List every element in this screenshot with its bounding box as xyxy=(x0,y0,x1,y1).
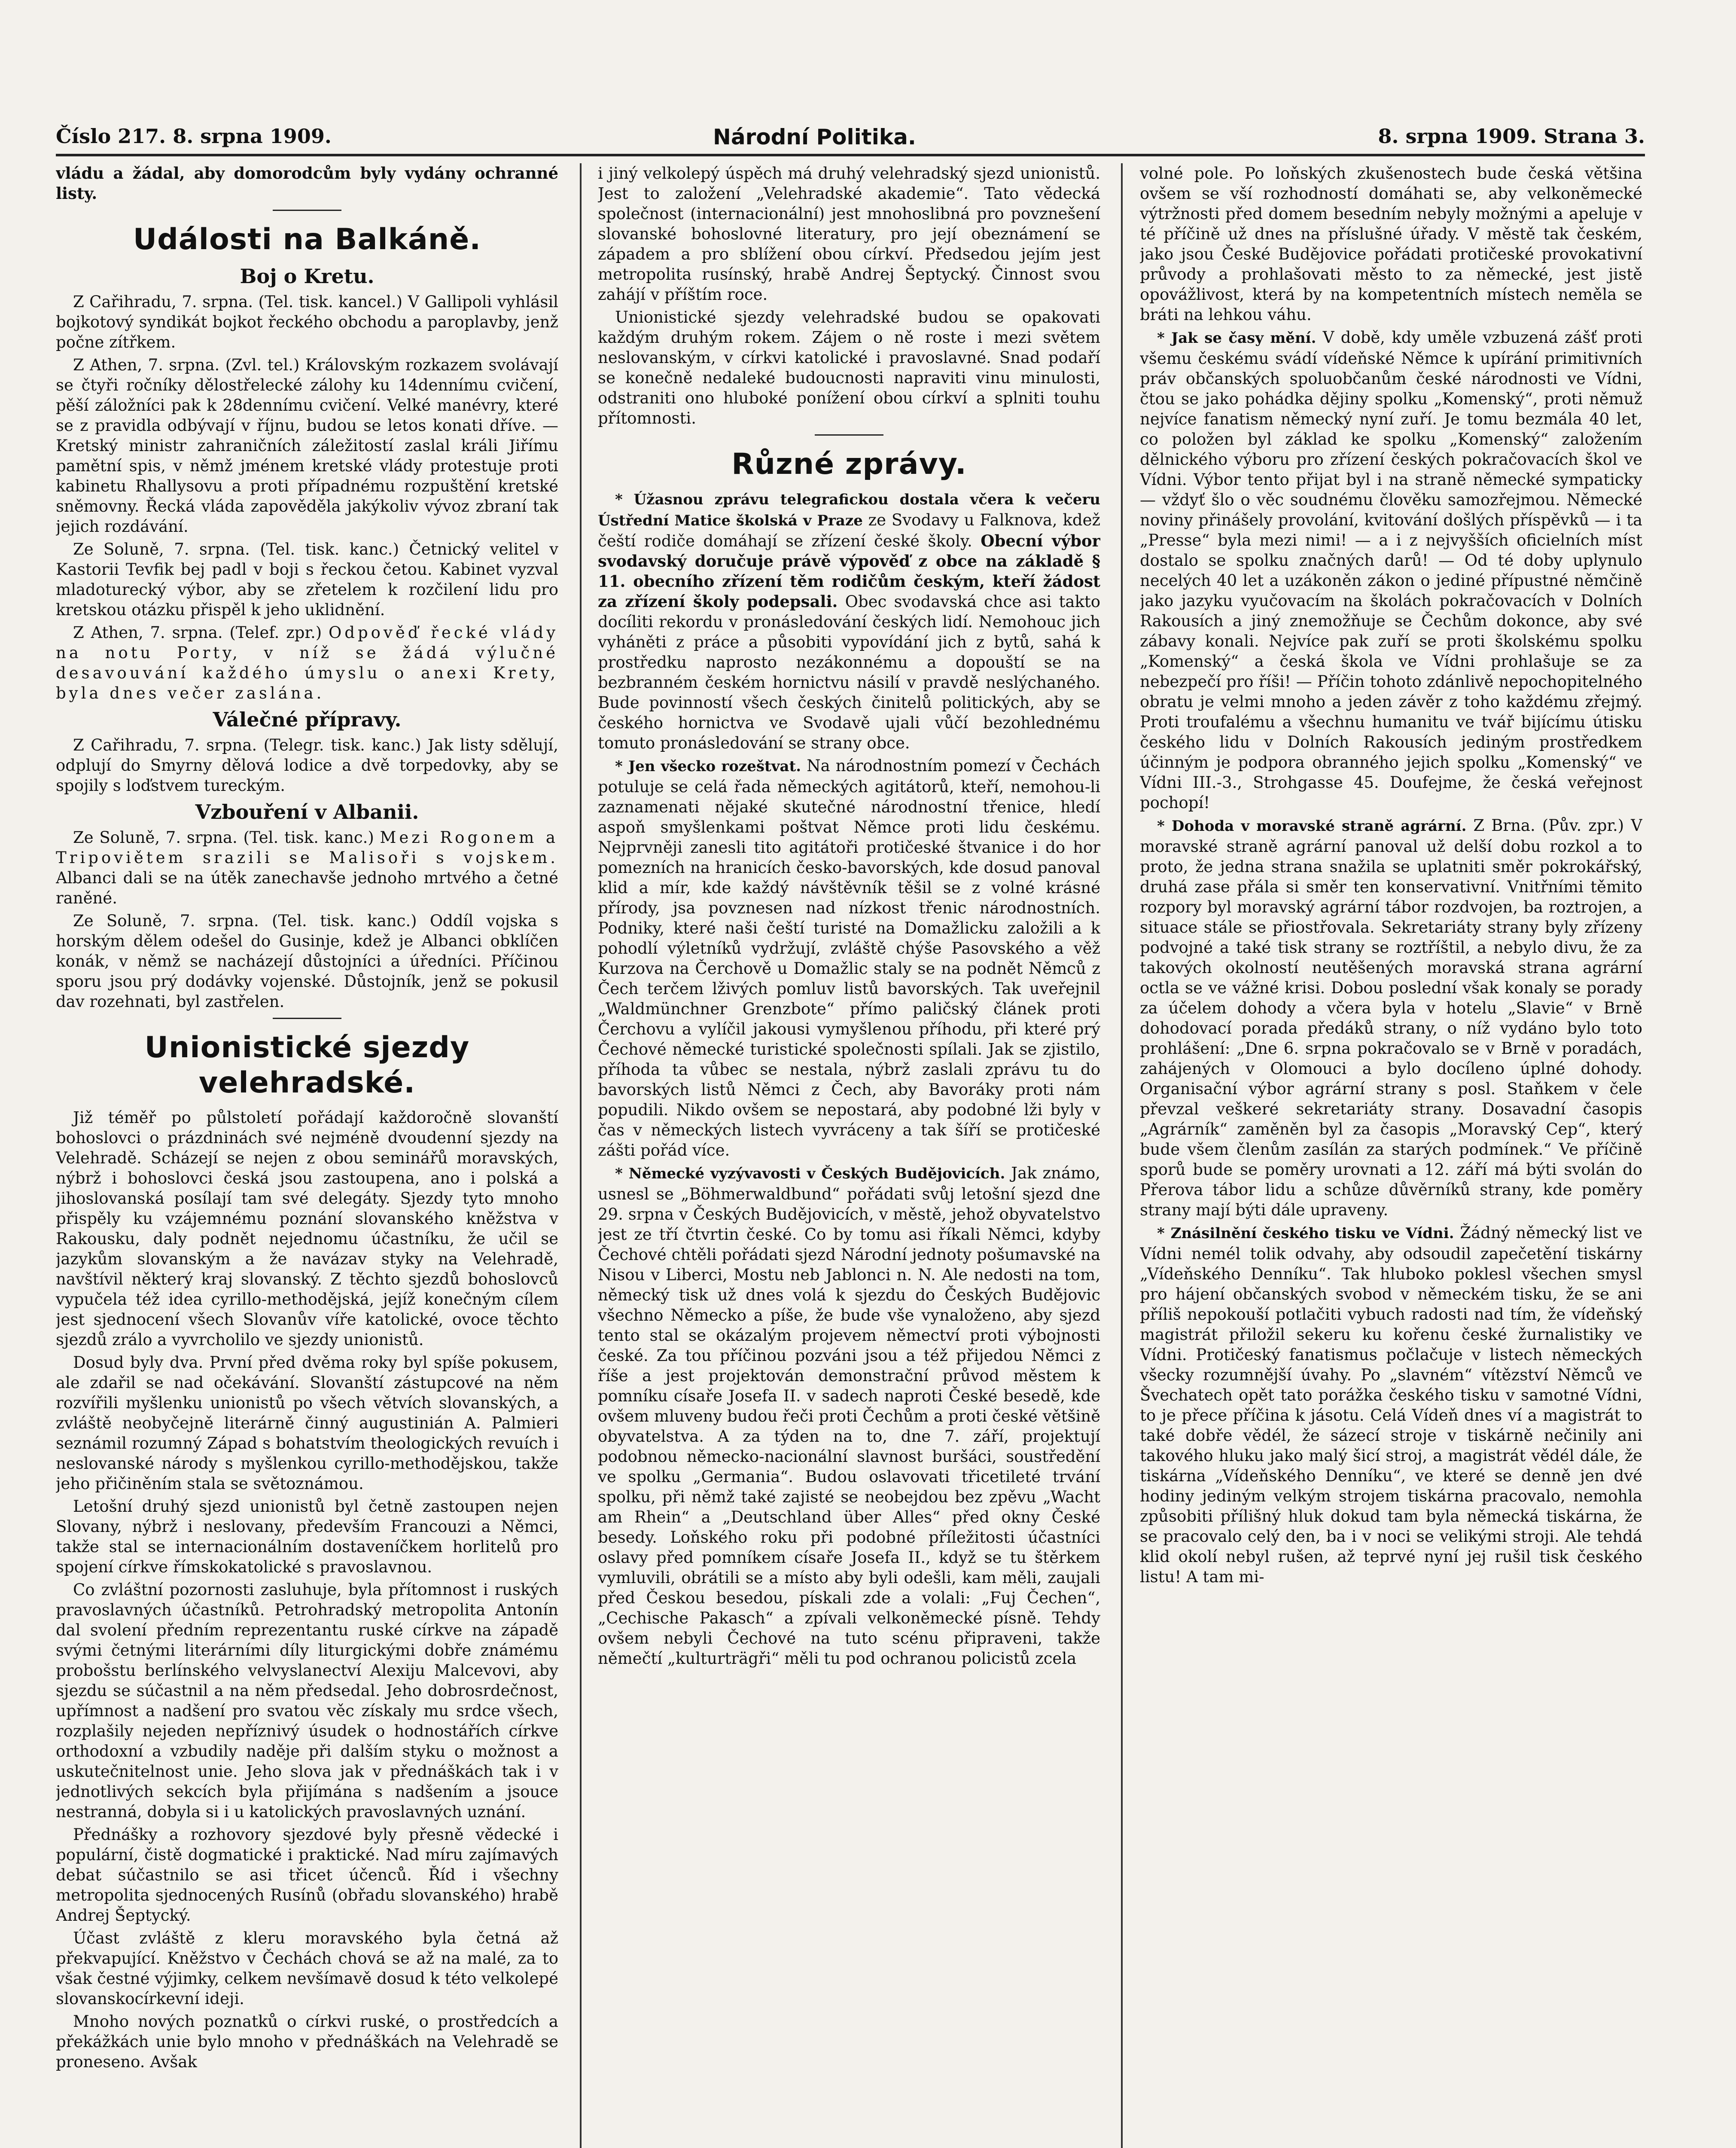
dateline: Ze Soluně, 7. srpna. (Tel. tisk. kanc.) xyxy=(73,828,374,847)
newspaper-title: Národní Politika. xyxy=(713,125,916,150)
article-text: Obec svodavská chce asi takto docíliti rekordu v pronásledování českých lidí. Nemohouc jich vyháněti z práce a působiti vypovídání jich z bytů, sahá k prostředku naprosto nezákonnému a dopouští se na bezbranném českém hornictvu násilí v pravdě neslýchaného. Bude povinností všech českých činitelů politických, aby se českého hornictva ve Svodavě ujali vůčí bezohlednému tomuto pronásledování se strany obce. xyxy=(598,592,1100,752)
spaced-text: Odpověď řecké vlády na notu Porty, v níž se žádá výlučné desavouvání každého úmyslu o anexi Krety, byla dnes večer zaslána. xyxy=(56,623,558,702)
section-rule xyxy=(273,1018,341,1019)
article-paragraph: Mnoho nových poznatků o církvi ruské, o prostředcích a překážkách unie bylo mnoho v přednáškách na Velehradě se proneseno. Avšak xyxy=(56,2012,558,2071)
article-text: Jak známo, usnesl se „Böhmerwaldbund“ pořádati svůj letošní sjezd dne 29. srpna v Českých Budějovicích, v městě, jehož obyvatelstvo jest ze tří čtvrtin české. Co by tomu asi říkali Němci, kdyby Čechové chtěli pořádati sjezd Národní jednoty pošumavské na Nisou v Liberci, Mostu neb Jablonci n. N. Ale nedosti na tom, německý tisk už dnes volá k sjezdu do Českých Budějovic všechno Německo a píše, že bude vše vynaloženo, aby sjezd tento stal se okázalým projevem němectví proti výbojnosti české. Za tou příčinou pozváni jsou a též přijedou Němci z říše a jest projektován demonstrační průvod městem k pomníku císaře Josefa II. v sadech naproti České besedě, kde ovšem mluveny budou řeči proti Čechům a proti české většině obyvatelstva. A za týden na to, dne 7. září, projektují podobnou německo-nacionální slavnost buršáci, soustředění ve spolku „Germania“. Budou oslavovati třicetileté trvání spolku, při němž také zajisté se neobejdou bez zpěvu „Wacht am Rhein“ a „Deutschland über Alles“ před okny České besedy. Loňského roku při podobné příležitosti účastníci oslavy před pomníkem císaře Josefa II., když se tu štěrkem vymluvili, obrátili se a místo aby byli odešli, kam měli, zaujali před Českou besedou, pískali zde a volali: „Fuj Čechen“, „Cechische Pakasch“ a zpívali velkoněmecké písně. Tehdy ovšem nebyli Čechové na tuto scénu připraveni, takže němečtí „kulturträgři“ měli tu pod ochranou policistů zcela xyxy=(598,1164,1100,1668)
article-paragraph xyxy=(56,911,558,1012)
article-text: ze Svodavy u Falknova, kdež čeští rodiče domáhají se zřízení české školy. xyxy=(598,511,1100,550)
article-paragraph: Z Cařihradu, 7. srpna. (Tel. tisk. kancel.) V Gallipoli vyhlásil bojkotový syndikát bojkot řeckého obchodu a paroplavby, jenž počne zítřkem. xyxy=(56,293,558,351)
news-item xyxy=(598,489,1100,753)
article-text: Příčinou sporu jsou prý dodávky vojenské. Důstojník, jenž se pokusil dav rozehnati, byl zastřelen. xyxy=(56,952,558,1011)
article-text: Na národnostním pomezí v Čechách potuluje se celá řada německých agitátorů, kteří, nemohou-li zaznamenati nějaké skutečné národnostní třenice, hledí aspoň smyšlenkami poštvat Němce proti lidu českému. Nejprvněji zanesli tito agitátoři protičeské štvanice i do hor pomezních na hranicích česko-bavorských, kde dosud panoval klid a mír, kde každý návštěvník těšil se z volné krásné přírody, jsa povznesen nad nízkost třenic národnostních. Podniky, které naši čeští turisté na Domažlicku založili a k pohodlí výletníků vydržují, zvláště chýše Pasovského a věž Kurzova na Čerchově u Domažlic staly se na podnět Němců z Čech terčem lživých pomluv listů bavorských. Tak uveřejnil „Waldmünchner Grenzbote“ přímo paličský článek proti Čerchovu a vylíčil jakousi vymyšlenou příhodu, při které prý Čechové německé turistické společnosti spílali. Jak se zjistilo, příhoda ta vůbec se nestala, nýbrž zaslali zprávu tu do bavorských listů Němci z Čech, aby Bavoráky proti nám popudili. Nikdo ovšem se nepostará, aby podobné lži byly v čas v německých listech vyvráceny a tak šíří se protičeské zášti pořád více. xyxy=(598,757,1100,1159)
article-text: Albanci dali se na útěk zanechavše jednoho mrtvého a četné raněné. xyxy=(56,869,558,907)
bold-text: Obecní výbor svodavský doručuje právě výpověď z obce na základě § 11. obecního zřízení těm rodičům českým, kteří žádost za zřízení školy podepsali. xyxy=(598,531,1100,611)
subheading-albania-revolt: Vzbouření v Albanii. xyxy=(195,800,419,824)
heading-balkan-events: Události na Balkáně. xyxy=(133,223,481,256)
column-1 xyxy=(56,163,558,2148)
column-divider xyxy=(1121,163,1123,2148)
news-lead: * Dohoda v moravské straně agrární. xyxy=(1157,818,1467,835)
news-lead: * Znásilnění českého tisku ve Vídni. xyxy=(1157,1225,1454,1242)
article-paragraph: Ze Soluně, 7. srpna. (Tel. tisk. kanc.) Četnický velitel v Kastorii Tevfik bej padl v boji s řeckou četou. Kabinet vyzval mladoturecký výbor, aby se zřetelem k rozčilení lidu pro kretskou otázku přispěl k jeho uklidnění. xyxy=(56,540,558,619)
dateline: Z Athen, 7. srpna. (Telef. zpr.) xyxy=(73,623,322,642)
article-text: Žádný německý list ve Vídni nemél tolik odvahy, aby odsoudil zapečetění tiskárny „Vídeňského Denníku“. Tak hluboko poklesl všechen smysl pro hájení občanských svobod v německém tisku, že se ani příliš nepokouší potlačiti vybuch radosti nad tím, že vídeňský magistrát přiložil sekeru ku kořenu české žurnalistiky ve Vídni. Protičeský fanatismus počlačuje v listech německých všecky rozumnější úvahy. Po „slavném“ vítězství Němců ve Švechatech opět tato porážka českého tisku v samotné Vídni, to je přece příčina k jásotu. Celá Vídeň dnes ví a magistrát to také dobře vědél, že sázecí stroje v tiskárně nečinily ani takového hluku jako malý šicí stroj, a magistrát vědél dále, že tiskárna „Vídeňského Denníku“, ve které se denně jen dvé hodiny jediným velkým strojem tiskárna pracovalo, nemohla způsobiti přílišný hluk dokud tam byla německá tiskárna, že se pracovalo celý den, ba i v noci se velikými stroji. Ale tehdá klid okolí nebyl rušen, až teprvé nyní jej rušil tisk českého listu! A tam mi- xyxy=(1140,1224,1642,1586)
article-paragraph: Letošní druhý sjezd unionistů byl četně zastoupen nejen Slovany, nýbrž i neslovany, především Francouzi a Němci, takže stal se internacionálním dostaveníčkem horlitelů pro spojení církve římskokatolické s pravoslavnou. xyxy=(56,1497,558,1576)
article-text: Ze Soluně, 7. srpna. (Tel. tisk. kanc.) Oddíl vojska s horským dělem odešel do Gusinje, kdež je Albanci obklíčen konák, v němž se nacházejí důstojníci a úředníci. xyxy=(56,912,558,970)
section-rule xyxy=(815,434,883,436)
heading-various-news: Různé zprávy. xyxy=(731,447,967,481)
masthead-rule xyxy=(56,154,1645,156)
newspaper-page xyxy=(56,103,1645,2148)
article-paragraph: Přednášky a rozhovory sjezdové byly přesně vědecké i populární, čistě dogmatické i praktické. Nad míru zajímavých debat súčastnilo se asi třicet účenců. Říd i všechny metropolita sjednocených Rusínů (obřadu slovanského) hrabě Andrej Šeptycký. xyxy=(56,1825,558,1925)
column-3 xyxy=(1140,163,1642,2148)
article-paragraph: i jiný velkolepý úspěch má druhý velehradský sjezd unionistů. Jest to založení „Velehradské akademie“. Tato vědecká společnost (internacionální) jest mnohoslibná pro povznešení slovanské bohoslovné literatury, pro její obeznámení se západem a pro sblížení obou církví. Předsedou jejím jest metropolita rusínský, hrabě Andrej Šeptycký. Činnost svou zahájí v příštím roce. xyxy=(598,164,1100,304)
article-paragraph xyxy=(56,622,558,703)
article-paragraph: Z Cařihradu, 7. srpna. (Telegr. tisk. kanc.) Jak listy sdělují, odplují do Smyrny dělová lodice a dvě torpedovky, aby se spojily s loďstvem tureckým. xyxy=(56,736,558,795)
news-item xyxy=(598,1163,1100,1669)
article-text: Z Brna. (Pův. zpr.) V moravské straně agrární panoval už delší dobu rozkol a to proto, že jedna strana snažila se uplatniti směr pokrokářský, druhá zase přála si směr ten konservativní. Vnitřními těmito rozpory byl moravský agrární tábor rozdvojen, ba roztrojen, a situace stále se přiostřovala. Sekretariáty strany byly zřízeny podvojné a také tisk strany se roztříštil, a nebylo divu, že za takových okolností neutěšených moravská strana agrární octla se ve vážné krisi. Dobou poslední však konaly se porady za účelem dohody a včera byla v hotelu „Slavie“ v Brně dohodovací porada předáků strany, o níž vydáno bylo toto prohlášení: „Dne 6. srpna pokračovalo se v Brně v poradách, zahájených v Olomouci a bylo docíleno úplné dohody. Organisační výbor agrární strany s posl. Staňkem v čele převzal veškeré sekretariáty strany. Dosavadní časopis „Agrárník“ zaměněn byl za časopis „Moravský Cep“, který bude všem členům zasílán za starých podmínek.“ Ve příčině sporů bude se poměry urovnati a 12. září má býti svolán do Přerova tábor lidu a schůze důvěrníků strany, kde poměry strany mají býti dále upraveny. xyxy=(1140,816,1642,1219)
intro-paragraph: vládu a žádal, aby domorodcům byly vydány ochranné listy. xyxy=(56,164,558,203)
news-lead: * Německé vyzývavosti v Českých Budějovicích. xyxy=(615,1165,1005,1182)
article-paragraph: Dosud byly dva. První před dvěma roky byl spíše pokusem, ale zdařil se nad očekávání. Slovanští zástupcové na něm rozvířili myšlenku unionistů po všech větvích slovanských, a zvláště neobyčejně literárně činný augustinián A. Palmieri seznámil rozumný Západ s bohatstvím theologických revuích i neslovanské národy s myšlenkou cyrillo-methodějskou, takže jeho přičiněním stala se světoznámou. xyxy=(56,1353,558,1493)
news-lead: * Jen všecko rozeštvat. xyxy=(615,758,801,775)
article-text: V době, kdy uměle vzbuzená zášť proti všemu českému svádí vídeňské Němce k upírání primitivních práv občanských spoluobčanům české národnosti ve Vídni, čtou se jako pohádka dějiny spolku „Komenský“, proti němuž nejvíce fanatism německý nyní zuří. Je tomu bezmála 40 let, co položen byl základ ke spolku „Komenský“ založením dělnického výboru pro zřízení českých pokračovacích škol ve Vídni. Výbor tento přijat byl i na straně německé sympaticky — vždyť šlo o věc soudnému člověku samozřejmou. Německé noviny přinášely provolání, kvitování došlých příspěvků — i ta „Presse“ byla mezi nimi! — a i z nejvyšších oficielních míst dostalo se spolku značných darů! — Od té doby uplynulo necelých 40 let a uzákoněn zákon o jediné přípustné němčině jako jazyku vyučovacím na školách pokračovacích v Dolních Rakousích a jiný znemožňuje se Čechům dokonce, aby své zábavy konali. Nejvíce pak zuří se proti školskému spolku „Komenský“ a česká škola ve Vídni prohlašuje se za nebezpečí pro říši! — Příčin tohoto zdánlivě nepochopitelného obratu je velmi mnoho a jeden závěr z toho každému zřejmý. Proti troufalému a všechnu humanitu ve tvář bijícímu útisku českého lidu v Dolních Rakousích jediným prostředkem účinným je podpora obranného jejich spolku „Komenský“ ve Vídni III.-3., Strohgasse 45. Doufejme, že česká veřejnost pochopí! xyxy=(1140,328,1642,812)
section-rule xyxy=(273,210,341,211)
article-paragraph: Unionistické sjezdy velehradské budou se opakovati každým druhým rokem. Zájem o ně roste i mezi světem neslovanským, v církvi katolické i pravoslavné. Snad podaří se konečně nedaleké budoucnosti napraviti vinu minulosti, odstraniti ono hluboké ponížení obou církví a splniti touhu přítomnosti. xyxy=(598,308,1100,427)
news-lead: * Jak se časy mění. xyxy=(1157,330,1316,347)
article-paragraph xyxy=(56,827,558,908)
article-paragraph: Co zvláštní pozornosti zasluhuje, byla přítomnost i ruských pravoslavných účastníků. Petrohradský metropolita Antonín dal svolení předním reprezentantu ruské církve na západě svými četnými literárními díly liturgickými dobře známému probošstu berlínského velvyslanectví Alexiju Malcevovi, aby sjezdu se súčastnil a na něm předsedal. Jeho dobrosrdečnost, upřímnost a nadšení pro svatou věc získaly mu srdce všech, rozplašily nejeden nepříznivý úsudek o hodnostářích církve orthodoxní a vzbudily naděje při dalším styku o možnost a uskutečnitelnost unie. Jeho slova jak v přednáškách tak i v jednotlivých sekcích byla přijímána s nadšením a jsouce nestranná, dobyla si i u katolických pravoslavných uznání. xyxy=(56,1580,558,1821)
date-and-page: 8. srpna 1909. Strana 3. xyxy=(1378,125,1645,148)
subheading-war-preparations: Válečné přípravy. xyxy=(213,708,402,731)
spaced-text: Mezi Rogonem a Tripoviětem srazili se Malisoři s vojskem. xyxy=(56,828,558,867)
heading-unionist-congresses: Unionistické sjezdy velehradské. xyxy=(144,1031,470,1100)
article-paragraph: Z Athen, 7. srpna. (Zvl. tel.) Královským rozkazem svolávají se čtyři ročníky dělostřelecké zálohy ku 14dennímu cvičení, pěší záložníci pak k 28dennímu cvičení. Velké manévry, které se z pravidla odbývají v říjnu, budou se letos konati dříve. — Kretský ministr zahraničních záležitostí zaslal králi Jiřímu pamětní spis, v němž jménem kretské vlády protestuje proti kabinetu Rhallysovu a proti případnému rozpuštění kretské sněmovny. Řecká vláda zapověděla jakýkoliv vývoz zbraní tak jejich rozdávání. xyxy=(56,356,558,536)
issue-number: Číslo 217. 8. srpna 1909. xyxy=(56,125,332,148)
news-item xyxy=(1140,327,1642,813)
news-lead: * Úžasnou zprávu telegrafickou dostala včera k večeru Ústřední Matice školská v Praze xyxy=(598,491,1100,529)
article-paragraph: Již téměř po půlstoletí pořádají každoročně slovanští bohoslovci o prázdninách své nejméně dvoudenní sjezdy na Velehradě. Scházejí se nejen z obou seminářů moravských, nýbrž i bohoslovci česká jsou zastoupena, ano i polská a jihoslovanská posílají tam své delegáty. Sjezdy tyto mnoho přispěly ku vzájemnému poznání slovanského kněžstva v Rakousku, daly podnět nejednomu účastníku, že učil se jazykům slovanským a že navázav styky na Velehradě, navštívil některý kraj slovanský. Z těchto sjezdů bohoslovců vypučela též idea cyrillo-methodějská, jejíž konečným cílem jest sjednocení všech Slovanův víře katolické, ovoce těchto sjezdů zrálo a vyvrcholilo ve sjezdy unionistů. xyxy=(56,1108,558,1349)
news-item xyxy=(1140,815,1642,1220)
column-divider xyxy=(580,163,582,2148)
column-2 xyxy=(598,163,1100,2148)
news-item xyxy=(598,756,1100,1160)
subheading-crete: Boj o Kretu. xyxy=(240,265,375,288)
news-item xyxy=(1140,1223,1642,1587)
article-paragraph: volné pole. Po loňských zkušenostech bude česká většina ovšem se vší rozhodností domáhati se, aby velkoněmecké výtržnosti před domem besedním nebyly možnými a apeluje v té příčině už dnes na příslušné úřady. V městě tak českém, jako jsou České Budějovice pořádati protičeské provokativní průvody a prohlašovati město to za německé, jest jistě opovážlivost, která by na kompetentních místech neměla se bráti na lehkou váhu. xyxy=(1140,164,1642,324)
article-paragraph: Účast zvláště z kleru moravského byla četná až překvapující. Kněžstvo v Čechách chová se až na malé, za to však čestné výjimky, celkem nevšímavě dosud k této velkolepé slovanskocírkevní ideji. xyxy=(56,1929,558,2008)
